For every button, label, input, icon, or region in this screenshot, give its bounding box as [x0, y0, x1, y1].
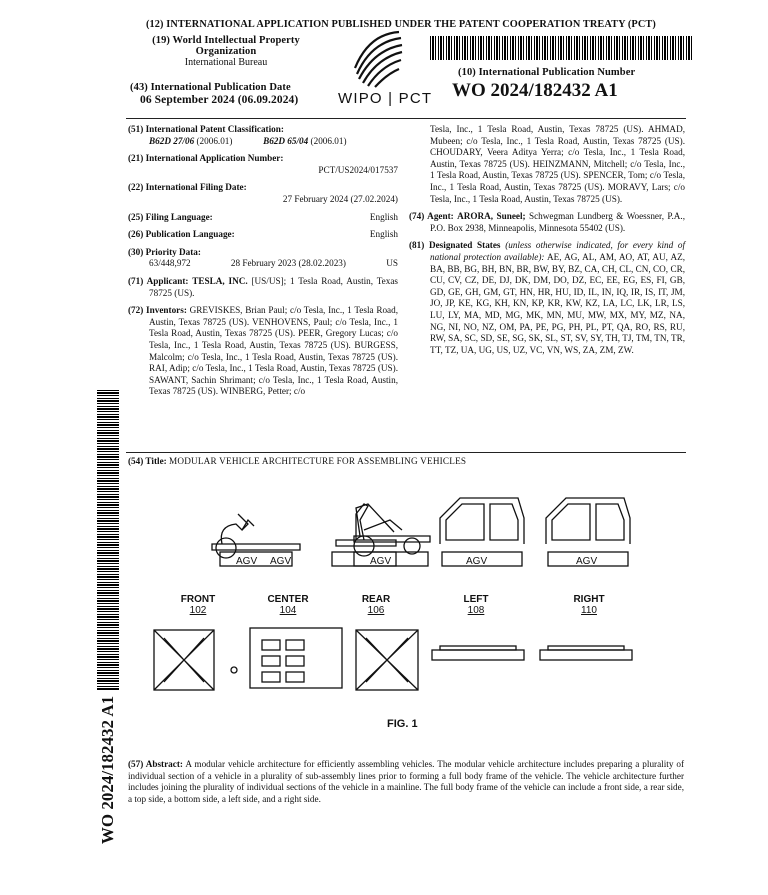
inventors-label: (72) Inventors:	[128, 305, 187, 316]
title-text: MODULAR VEHICLE ARCHITECTURE FOR ASSEMBLING VEHICLES	[169, 456, 467, 466]
inventors-list: GREVISKES, Brian Paul; c/o Tesla, Inc., 1 Tesla Road, Austin, Texas 78725 (US). VENHOVENS, Paul; c/o Tesla, Inc., 1 Tesla Road, Austin, Texas 78725 (US). PEER, Gregory Lucas; c/o Tesla, Inc., 1 Tesla Road, Austin, Texas 78725 (US). BURGESS, Malcolm; c/o Tesla, Inc., 1 Tesla Road, Austin, Texas 78725 (US). RAI, Adip; c/o Tesla, Inc., 1 Tesla Road, Austin, Texas 78725 (US). SAWANT, Sachin Shrimant; c/o Tesla, Inc., 1 Tesla Road, Austin, Texas 78725 (US). WINBERG, Petter; c/o	[149, 305, 399, 397]
title-divider	[126, 452, 686, 453]
left-side-frame	[440, 498, 524, 544]
priority-country: US	[386, 258, 398, 269]
header-barcode	[430, 36, 692, 60]
org-block	[126, 35, 326, 68]
agent-entry	[409, 211, 685, 234]
ipc-codes	[128, 136, 398, 148]
agv-label-center: AGV	[270, 556, 292, 567]
agent-address: Schwegman Lundberg & Woessner, P.A., P.O. Box 2938, Minneapolis, Minnesota 55402 (US).	[430, 211, 685, 233]
pub-number: WO 2024/182432 A1	[452, 80, 618, 101]
left-ref: 108	[467, 605, 485, 616]
priority-date: 28 February 2023 (28.02.2023)	[230, 258, 346, 269]
bibliographic-left-column	[128, 124, 398, 398]
abstract-text: A modular vehicle architecture for efficiently assembling vehicles. The modular vehicle architecture includes preparing a plurality of individual section of a vehicle in a plurality of sub-assembly lines prior to forming a full body frame of the vehicle. The vehicle architecture further includes joining the plurality of individual sections of the vehicle in a mainline. The full body frame of the vehicle can include a front side, a rear side, a top side, a bottom side, a left side, and a right side.	[128, 759, 684, 804]
document-type-heading: (12) INTERNATIONAL APPLICATION PUBLISHED UNDER THE PATENT COOPERATION TREATY (PCT)	[146, 19, 656, 30]
inventors-continued: Tesla, Inc., 1 Tesla Road, Austin, Texas 78725 (US). AHMAD, Mubeen; c/o Tesla, Inc., 1 Tesla Road, Austin, Texas 78725 (US). CHOUDARY, Veera Aditya Yerra; c/o Tesla, Inc., 1 Tesla Road, Austin, Texas 78725 (US). HEINZMANN, Mitchell; c/o Tesla, Inc., 1 Tesla Road, Austin, Texas 78725 (US). SPENCER, Tom; c/o Tesla, Inc., 1 Tesla Road, Austin, Texas 78725 (US). MORAVY, Lars; c/o Tesla, Inc., 1 Tesla Road, Austin, Texas 78725 (US).	[430, 124, 685, 204]
applicant-entry	[128, 276, 398, 299]
rear-ref: 106	[367, 605, 385, 616]
center-label: CENTER	[267, 594, 309, 605]
publication-language: English	[369, 229, 398, 240]
agent-label: (74) Agent:	[409, 211, 454, 222]
ipc-label: (51) International Patent Classification:	[128, 124, 284, 134]
abstract-block	[128, 759, 684, 805]
view-label-center	[262, 594, 314, 616]
left-label: LEFT	[463, 594, 489, 605]
abstract-label: (57) Abstract:	[128, 759, 183, 769]
agv-label-right: AGV	[576, 556, 598, 567]
agv-label-left: AGV	[466, 556, 488, 567]
front-module-sketch	[212, 544, 300, 550]
wipo-pct-wordmark: WIPO | PCT	[338, 90, 433, 107]
view-label-left	[454, 594, 498, 616]
ipc-date-2: (2006.01)	[310, 135, 347, 146]
agv-label-front: AGV	[236, 556, 258, 567]
view-label-front	[176, 594, 220, 616]
view-label-rear	[354, 594, 398, 616]
org-line2: Organization	[195, 46, 257, 57]
front-label: FRONT	[180, 594, 216, 605]
designated-states-list: AE, AG, AL, AM, AO, AT, AU, AZ, BA, BB, BG, BH, BN, BR, BW, BY, BZ, CA, CH, CL, CN, CO, CR, CU, CV, CZ, DE, DJ, DK, DM, DO, DZ, EC, EE, EG, ES, FI, GB, GD, GE, GH, GM, GT, HN, HR, HU, ID, IL, IN, IQ, IR, IS, IT, JM, JO, JP, KE, KG, KH, KN, KP, KR, KW, KZ, LA, LC, LK, LR, LS, LU, LY, MA, MD, MG, MK, MN, MU, MW, MX, MY, MZ, NA, NG, NI, NO, NZ, OM, PA, PE, PG, PH, PL, PT, QA, RO, RS, RU, RW, SA, SC, SD, SE, SG, SK, SL, ST, SV, SY, TH, TJ, TM, TN, TR, TT, TZ, UA, UG, US, UZ, VC, VN, WS, ZA, ZM, ZW.	[430, 251, 686, 355]
agent-name: ARORA, Suneel;	[457, 211, 526, 222]
figure-caption: FIG. 1	[387, 718, 418, 730]
pub-number-label: (10) International Publication Number	[458, 67, 636, 78]
bibliographic-right-column	[409, 124, 685, 356]
agv-label-rear: AGV	[370, 556, 392, 567]
filing-date: 27 February 2024 (27.02.2024)	[282, 193, 398, 204]
right-label: RIGHT	[573, 594, 605, 605]
wipo-globe-logo	[349, 28, 405, 88]
publication-language-label: (26) Publication Language:	[128, 229, 235, 240]
side-publication-number: WO 2024/182432 A1	[98, 695, 117, 845]
filing-language: English	[369, 211, 398, 222]
applicant-name: TESLA, INC.	[192, 275, 248, 286]
center-module-sketch	[336, 540, 396, 546]
designated-states-note: (unless otherwise indicated, for every kind of national protection available):	[430, 240, 686, 262]
ipc-code-2: B62D 65/04	[263, 135, 309, 146]
pub-date-label: (43) International Publication Date	[130, 82, 291, 93]
front-ref: 102	[189, 605, 207, 616]
view-label-right	[564, 594, 614, 616]
right-side-frame	[546, 498, 630, 544]
bureau: International Bureau	[184, 57, 268, 68]
center-ref: 104	[279, 605, 297, 616]
header-divider	[126, 118, 686, 119]
priority-number: 63/448,972	[149, 258, 191, 269]
designated-states-entry	[409, 240, 685, 356]
right-plan-view	[540, 650, 632, 660]
appno-label: (21) International Application Number:	[128, 153, 284, 164]
designated-states-label: (81) Designated States	[409, 240, 501, 251]
priority-row	[128, 258, 398, 270]
filing-language-label: (25) Filing Language:	[128, 211, 213, 222]
filing-date-label: (22) International Filing Date:	[128, 182, 247, 193]
ipc-date-1: (2006.01)	[196, 135, 233, 146]
applicant-address: [US/US]; 1 Tesla Road, Austin, Texas 78725 (US).	[149, 275, 398, 298]
inventors-entry	[128, 305, 398, 398]
appno: PCT/US2024/017537	[318, 164, 398, 175]
right-ref: 110	[581, 605, 597, 616]
applicant-label: (71) Applicant:	[128, 275, 189, 286]
ipc-code-1: B62D 27/06	[149, 135, 195, 146]
org-line1: (19) World Intellectual Property	[152, 35, 300, 46]
rear-label: REAR	[361, 594, 391, 605]
publication-language-row	[128, 229, 398, 241]
title-label: (54) Title:	[128, 456, 167, 466]
filing-language-row	[128, 212, 398, 224]
invention-title	[128, 456, 466, 468]
center-plan-view	[250, 628, 342, 688]
left-plan-view	[432, 650, 524, 660]
pub-date: 06 September 2024 (06.09.2024)	[140, 94, 299, 106]
priority-label: (30) Priority Data:	[128, 246, 201, 257]
